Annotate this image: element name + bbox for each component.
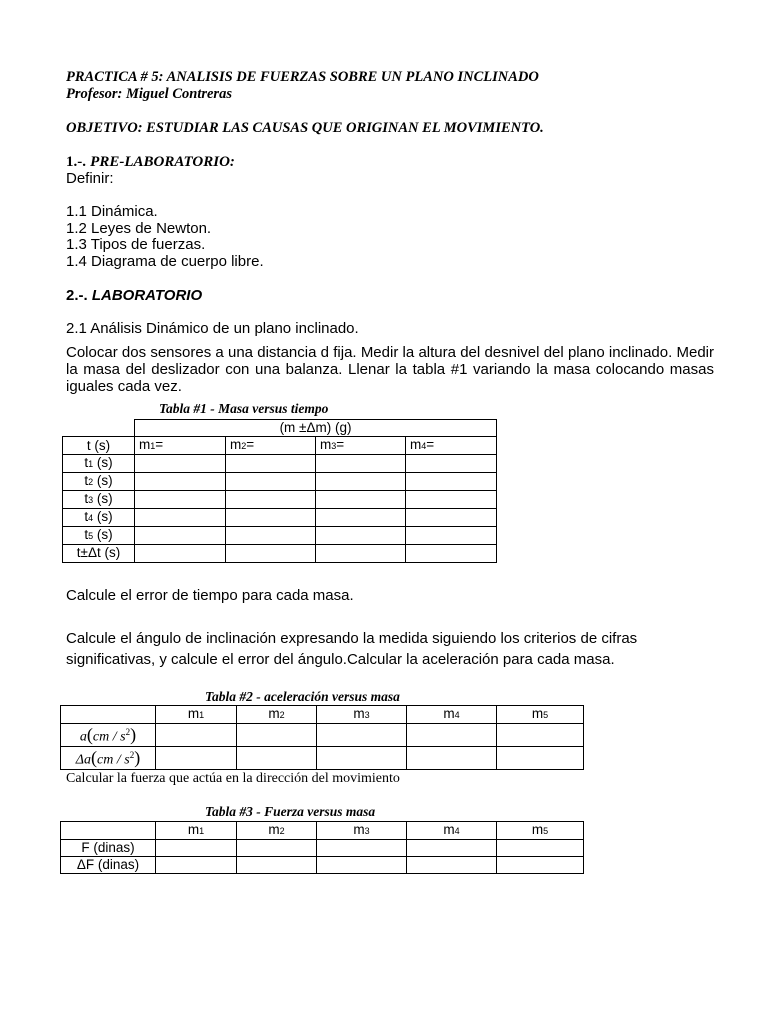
table1-group-row <box>63 420 497 437</box>
table-cell <box>237 724 317 747</box>
table-cell <box>407 747 497 770</box>
section1-item: 1.2 Leyes de Newton. <box>66 220 212 237</box>
table3-corner <box>61 822 156 840</box>
col-sub: 3 <box>364 826 370 836</box>
col-base: m <box>268 706 280 721</box>
col-base: m <box>139 437 151 452</box>
table3-row-header: ΔF (dinas) <box>61 857 156 874</box>
table-cell <box>406 527 497 545</box>
table3-col-header <box>497 822 584 840</box>
row-base: t <box>84 527 89 542</box>
table2-row-header-acceleration-error: $\Delta a(cm / s^2)$ <box>61 747 156 770</box>
col-sub: 4 <box>454 826 460 836</box>
table-cell <box>156 857 237 874</box>
col-suffix: = <box>426 437 435 452</box>
table-cell <box>135 509 226 527</box>
row-prefix: Δa <box>75 752 92 768</box>
col-sub: 1 <box>199 710 205 720</box>
row-suffix: (s) <box>93 473 113 488</box>
table3-col-header <box>237 822 317 840</box>
row-base: t <box>84 455 89 470</box>
objective-line: OBJETIVO: ESTUDIAR LAS CAUSAS QUE ORIGINAN EL MOVIMIENTO. <box>66 120 544 136</box>
section1-item: 1.1 Dinámica. <box>66 203 158 220</box>
table-cell <box>135 455 226 473</box>
angle-instruction: Calcule el ángulo de inclinación expresando la medida siguiendo los criterios de cifras significativas, y calcule el error del ángulo.Calcular la aceleración para cada masa. <box>66 630 638 668</box>
table-row <box>61 840 584 857</box>
table-cell <box>497 840 584 857</box>
col-base: m <box>320 437 332 452</box>
table-cell <box>316 545 406 563</box>
col-sub: 5 <box>543 826 549 836</box>
table-cell <box>226 527 316 545</box>
section1-number: 1.-. <box>66 154 86 170</box>
table1-caption: Tabla #1 - Masa versus tiempo <box>159 401 329 416</box>
section1-intro: Definir: <box>66 170 114 187</box>
table-cell <box>407 724 497 747</box>
row-exp: 2 <box>125 727 131 738</box>
table-row <box>63 527 497 545</box>
col-base: m <box>410 437 422 452</box>
col-sub: 2 <box>279 826 285 836</box>
table-cell <box>226 473 316 491</box>
table-cell <box>317 724 407 747</box>
table-cell <box>317 747 407 770</box>
section2-title: LABORATORIO <box>91 287 203 304</box>
row-suffix: (s) <box>93 509 113 524</box>
col-base: m <box>187 706 200 721</box>
table-cell <box>317 857 407 874</box>
time-error-instruction: Calcule el error de tiempo para cada masa. <box>66 587 354 604</box>
table1-row-header <box>63 473 135 491</box>
row-suffix: (s) <box>93 491 113 506</box>
table-cell <box>497 747 584 770</box>
section1-item: 1.3 Tipos de fuerzas. <box>66 236 206 253</box>
table-row <box>61 724 584 747</box>
force-instruction: Calcular la fuerza que actúa en la dirección del movimiento <box>66 771 400 786</box>
table-cell <box>135 545 226 563</box>
table3-col-header <box>317 822 407 840</box>
table-cell <box>316 473 406 491</box>
col-suffix: = <box>155 437 164 452</box>
table-row <box>63 473 497 491</box>
table1-col-header <box>406 437 497 455</box>
table-cell <box>406 545 497 563</box>
row-sub: 3 <box>88 495 94 505</box>
table-cell <box>226 509 316 527</box>
col-base: m <box>230 437 242 452</box>
table-cell <box>156 747 237 770</box>
table3-caption: Tabla #3 - Fuerza versus masa <box>205 804 376 819</box>
table1-header-row <box>63 437 497 455</box>
col-base: m <box>353 822 365 837</box>
col-sub: 3 <box>364 710 370 720</box>
table2-row-header-acceleration: $a(cm / s^2)$ <box>61 724 156 747</box>
row-sub: 4 <box>88 513 94 523</box>
row-suffix: (s) <box>93 455 113 470</box>
row-base: t <box>84 509 89 524</box>
col-sub: 2 <box>241 441 247 451</box>
table2-col-header <box>317 706 407 724</box>
col-sub: 1 <box>150 441 156 451</box>
col-sub: 5 <box>543 710 549 720</box>
row-exp: 2 <box>129 750 135 761</box>
table-cell <box>316 527 406 545</box>
row-sub: 2 <box>88 477 94 487</box>
table2-col-header <box>497 706 584 724</box>
table3-header-row <box>61 822 584 840</box>
row-base: t <box>84 473 89 488</box>
table-cell <box>237 840 317 857</box>
col-base: m <box>443 822 455 837</box>
table-row <box>61 857 584 874</box>
col-base: m <box>187 822 200 837</box>
table2-caption: Tabla #2 - aceleración versus masa <box>205 689 400 704</box>
table-cell <box>406 455 497 473</box>
row-unit: cm / s <box>97 752 130 768</box>
table1-corner-header: t (s) <box>63 437 135 455</box>
table-cell <box>316 455 406 473</box>
table1-group-header: (m ±Δm) (g) <box>135 420 497 437</box>
section2-subtitle: 2.1 Análisis Dinámico de un plano inclinado. <box>66 320 359 337</box>
row-prefix: a <box>79 729 87 745</box>
table3-col-header <box>156 822 237 840</box>
table-cell <box>407 857 497 874</box>
table-cell <box>406 491 497 509</box>
row-suffix: (s) <box>93 527 113 542</box>
col-sub: 4 <box>454 710 460 720</box>
table1-row-header <box>63 527 135 545</box>
table1-row-header <box>63 455 135 473</box>
col-sub: 3 <box>331 441 337 451</box>
col-base: m <box>531 706 544 721</box>
table3-col-header <box>407 822 497 840</box>
table1-row-header <box>63 545 135 563</box>
table-cell <box>497 724 584 747</box>
table-cell <box>156 724 237 747</box>
table2-col-header <box>156 706 237 724</box>
table-cell <box>406 509 497 527</box>
table-cell <box>135 491 226 509</box>
table3-row-header: F (dinas) <box>61 840 156 857</box>
col-sub: 2 <box>279 710 285 720</box>
section2-instructions: Colocar dos sensores a una distancia d fija. Medir la altura del desnivel del plano inclinado. Medir la masa del deslizador con una balanza. Llenar la tabla #1 variando la masa colocando masas iguales cada vez. <box>66 344 714 395</box>
table-cell <box>497 857 584 874</box>
table-cell <box>237 857 317 874</box>
table1-col-header <box>316 437 406 455</box>
col-sub: 1 <box>199 826 205 836</box>
table1-col-header <box>135 437 226 455</box>
table-cell <box>226 455 316 473</box>
table-cell <box>237 747 317 770</box>
table1-row-header <box>63 491 135 509</box>
table1-col-header <box>226 437 316 455</box>
col-base: m <box>443 706 455 721</box>
section1-title: PRE-LABORATORIO: <box>90 154 235 170</box>
section1-heading <box>66 153 235 171</box>
col-suffix: = <box>246 437 255 452</box>
table-cell <box>407 840 497 857</box>
row-sub: 5 <box>88 531 94 541</box>
table2 <box>60 705 584 770</box>
section2-heading <box>66 287 202 304</box>
table-cell <box>316 491 406 509</box>
section2-number: 2.-. <box>66 287 88 304</box>
table-cell <box>317 840 407 857</box>
table-row <box>63 509 497 527</box>
col-base: m <box>353 706 365 721</box>
table1-row-header <box>63 509 135 527</box>
table2-col-header <box>407 706 497 724</box>
col-base: m <box>268 822 280 837</box>
table2-header-row <box>61 706 584 724</box>
professor-line: Profesor: Miguel Contreras <box>66 86 232 102</box>
table1-empty-corner <box>63 420 135 437</box>
table2-col-header <box>237 706 317 724</box>
table-cell <box>135 473 226 491</box>
table-cell <box>135 527 226 545</box>
table3 <box>60 821 584 874</box>
table-cell <box>226 491 316 509</box>
col-base: m <box>531 822 544 837</box>
table-row <box>61 747 584 770</box>
col-sub: 4 <box>421 441 427 451</box>
section1-item: 1.4 Diagrama de cuerpo libre. <box>66 253 264 270</box>
table-cell <box>316 509 406 527</box>
practice-title: PRACTICA # 5: ANALISIS DE FUERZAS SOBRE UN PLANO INCLINADO <box>66 69 539 85</box>
table-cell <box>226 545 316 563</box>
row-base: t <box>84 491 89 506</box>
table-cell <box>156 840 237 857</box>
table-row <box>63 491 497 509</box>
col-suffix: = <box>336 437 345 452</box>
table-row <box>63 545 497 563</box>
table-cell <box>406 473 497 491</box>
row-base: t±Δt (s) <box>76 545 121 560</box>
row-sub: 1 <box>88 459 94 469</box>
table2-corner <box>61 706 156 724</box>
table-row <box>63 455 497 473</box>
table1 <box>62 419 497 563</box>
row-unit: cm / s <box>92 729 126 745</box>
